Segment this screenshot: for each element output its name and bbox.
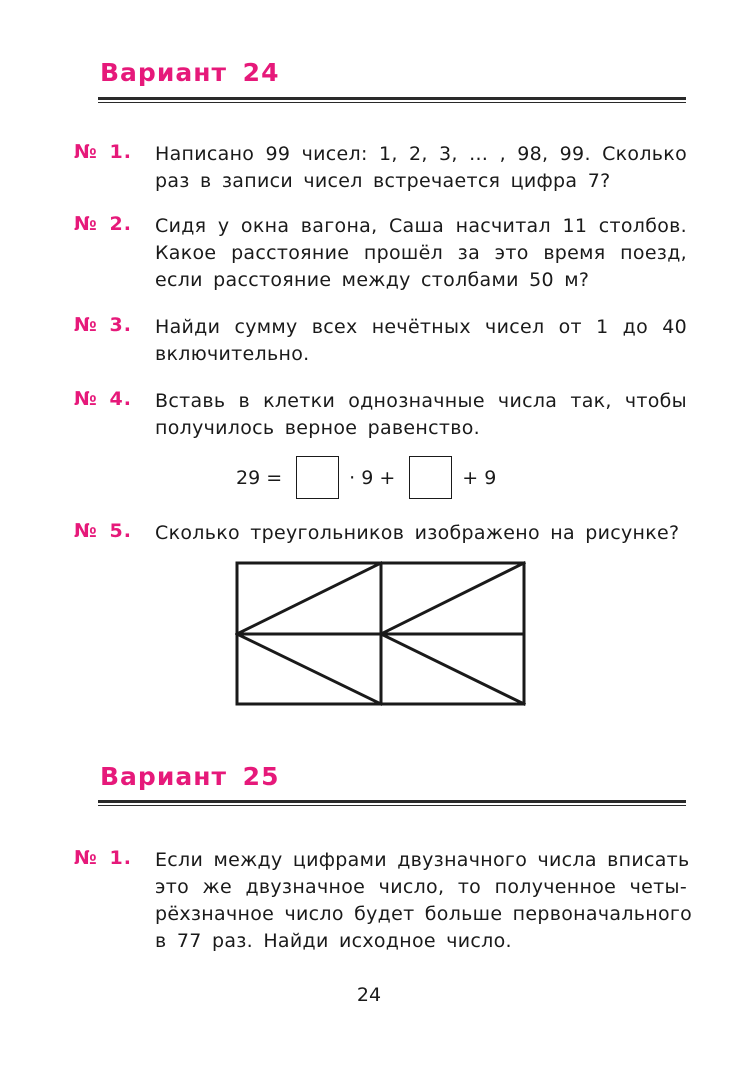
equation-right: + 9 (462, 466, 497, 489)
answer-box-1[interactable] (296, 456, 339, 499)
task-5 (74, 520, 694, 547)
task-text-line: Сколько треугольников изображено на рисунке? (155, 522, 680, 544)
task-text-line: в 77 раз. Найди исходное число. (155, 930, 512, 952)
task-text-line: Какое расстояние прошёл за это время поезд, (155, 242, 687, 264)
task-number: № 3. (74, 314, 132, 336)
equation (236, 455, 496, 500)
title-underline (98, 800, 686, 806)
task-number: № 1. (74, 847, 132, 869)
task-text-line: Если между цифрами двузначного числа вписать (155, 849, 690, 871)
answer-box-2[interactable] (409, 456, 452, 499)
page-number: 24 (356, 984, 382, 1006)
task-text-line: раз в записи чисел встречается цифра 7? (155, 170, 611, 192)
task-text-line: Написано 99 чисел: 1, 2, 3, … , 98, 99. Сколько (155, 143, 687, 165)
task-text-line: Найди сумму всех нечётных чисел от 1 до 40 (155, 316, 687, 338)
task-text-line: Вставь в клетки однозначные числа так, чтобы (155, 390, 687, 412)
equation-left: 29 = (236, 466, 283, 489)
task-number: № 5. (74, 520, 132, 542)
task-2 (74, 213, 694, 294)
task-number: № 4. (74, 388, 132, 410)
task-number: № 2. (74, 213, 132, 235)
figure-diagonal (237, 634, 381, 704)
task-number: № 1. (74, 141, 132, 163)
task-text-line: рёхзначное число будет больше первоначального (155, 903, 693, 925)
task-text-line: Сидя у окна вагона, Саша насчитал 11 столбов. (155, 215, 687, 237)
task-1 (74, 847, 694, 955)
task-text-line: включительно. (155, 343, 310, 365)
figure-diagonal (381, 563, 524, 634)
task-text-line: это же двузначное число, то полученное четы- (155, 876, 687, 898)
task-text-line: если расстояние между столбами 50 м? (155, 269, 590, 291)
variant-24-title: Вариант 24 (100, 58, 280, 87)
figure-diagonal (381, 634, 524, 704)
task-1 (74, 141, 694, 195)
title-underline (98, 97, 686, 103)
triangles-figure (230, 558, 530, 710)
task-3 (74, 314, 694, 368)
figure-diagonal (237, 563, 381, 634)
task-text-line: получилось верное равенство. (155, 417, 480, 439)
variant-25-title: Вариант 25 (100, 762, 280, 791)
task-4 (74, 388, 694, 442)
equation-middle: · 9 + (349, 466, 396, 489)
